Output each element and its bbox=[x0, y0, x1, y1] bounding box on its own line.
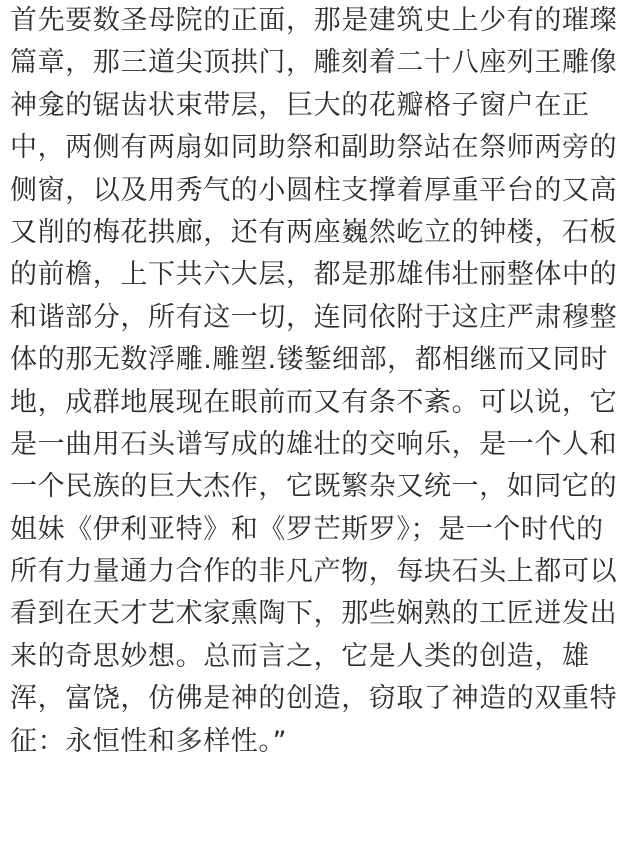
text-line: 体的那无数浮雕.雕塑.镂錾细部，都相继而又同时 bbox=[10, 344, 608, 376]
text-line: 和谐部分，所有这一切，连同依附于这庄严肃穆整 bbox=[10, 301, 618, 333]
text-line: 来的奇思妙想。总而言之，它是人类的创造，雄 bbox=[10, 640, 590, 672]
text-line: 首先要数圣母院的正面，那是建筑史上少有的璀璨 bbox=[10, 5, 618, 36]
text-line: 神龛的锯齿状束带层，巨大的花瓣格子窗户在正 bbox=[10, 89, 590, 121]
text-line: 姐妹《伊利亚特》和《罗芒斯罗》；是一个时代的 bbox=[10, 513, 604, 545]
text-line: 一个民族的巨大杰作，它既繁杂又统一，如同它的 bbox=[10, 471, 618, 503]
text-line: 地，成群地展现在眼前而又有条不紊。可以说，它 bbox=[10, 386, 618, 418]
text-line: 侧窗，以及用秀气的小圆柱支撑着厚重平台的又高 bbox=[10, 174, 618, 206]
text-line: 所有力量通力合作的非凡产物，每块石头上都可以 bbox=[10, 556, 618, 588]
text-line: 征：永恒性和多样性。” bbox=[10, 725, 288, 757]
text-line: 中，两侧有两扇如同助祭和副助祭站在祭师两旁的 bbox=[10, 132, 618, 164]
text-line: 篇章，那三道尖顶拱门，雕刻着二十八座列王雕像 bbox=[10, 47, 618, 79]
article-paragraph bbox=[10, 0, 627, 763]
text-line: 看到在天才艺术家熏陶下，那些娴熟的工匠迸发出 bbox=[10, 598, 618, 630]
text-line: 的前檐，上下共六大层，都是那雄伟壮丽整体中的 bbox=[10, 259, 618, 291]
text-line: 又削的梅花拱廊，还有两座巍然屹立的钟楼，石板 bbox=[10, 216, 618, 248]
text-line: 浑，富饶，仿佛是神的创造，窃取了神造的双重特 bbox=[10, 683, 618, 715]
text-line: 是一曲用石头谱写成的雄壮的交响乐，是一个人和 bbox=[10, 428, 618, 460]
